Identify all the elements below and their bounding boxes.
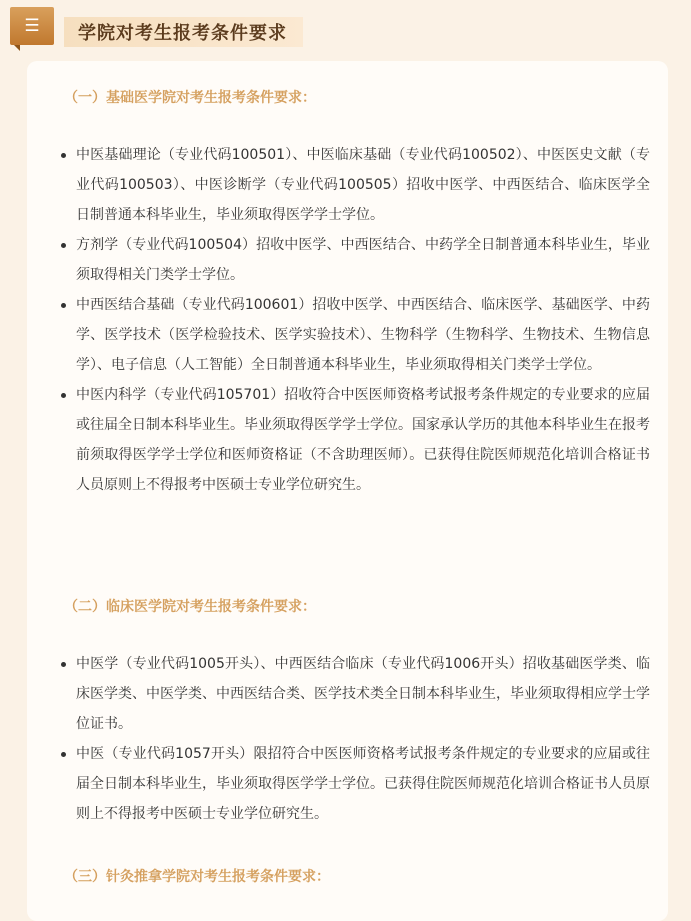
list-item: 中医（专业代码1057开头）限招符合中医医师资格考试报考条件规定的专业要求的应届或往届全日制本科毕业生，毕业须取得医学学士学位。已获得住院医师规范化培训合格证书人员原则上不得报考中医硕士专业学位研究生。	[60, 739, 650, 829]
section-title-clinical-medicine: （二）临床医学院对考生报考条件要求：	[64, 599, 316, 615]
menu-icon: ☰	[10, 7, 54, 45]
section-header	[10, 7, 303, 51]
page-title: 学院对考生报考条件要求	[64, 17, 303, 47]
section-title-basic-medicine: （一）基础医学院对考生报考条件要求：	[64, 90, 316, 106]
list-item: 中医内科学（专业代码105701）招收符合中医医师资格考试报考条件规定的专业要求的应届或往届全日制本科毕业生。毕业须取得医学学士学位。国家承认学历的其他本科毕业生在报考前须取得医学学士学位和医师资格证（不含助理医师）。已获得住院医师规范化培训合格证书人员原则上不得报考中医硕士专业学位研究生。	[60, 380, 650, 500]
list-item: 中医学（专业代码1005开头）、中西医结合临床（专业代码1006开头）招收基础医学类、临床医学类、中医学类、中西医结合类、医学技术类全日制本科毕业生，毕业须取得相应学士学位证书。	[60, 649, 650, 739]
list-item: 方剂学（专业代码100504）招收中医学、中西医结合、中药学全日制普通本科毕业生，毕业须取得相关门类学士学位。	[60, 230, 650, 290]
clinical-medicine-requirements-list	[60, 649, 650, 829]
list-item: 中医基础理论（专业代码100501）、中医临床基础（专业代码100502）、中医医史文献（专业代码100503）、中医诊断学（专业代码100505）招收中医学、中西医结合、临床医学全日制普通本科毕业生，毕业须取得医学学士学位。	[60, 140, 650, 230]
section-title-acupuncture: （三）针灸推拿学院对考生报考条件要求：	[64, 869, 330, 885]
basic-medicine-requirements-list	[60, 140, 650, 500]
list-item: 中西医结合基础（专业代码100601）招收中医学、中西医结合、临床医学、基础医学、中药学、医学技术（医学检验技术、医学实验技术）、生物科学（生物科学、生物技术、生物信息学）、电子信息（人工智能）全日制普通本科毕业生，毕业须取得相关门类学士学位。	[60, 290, 650, 380]
